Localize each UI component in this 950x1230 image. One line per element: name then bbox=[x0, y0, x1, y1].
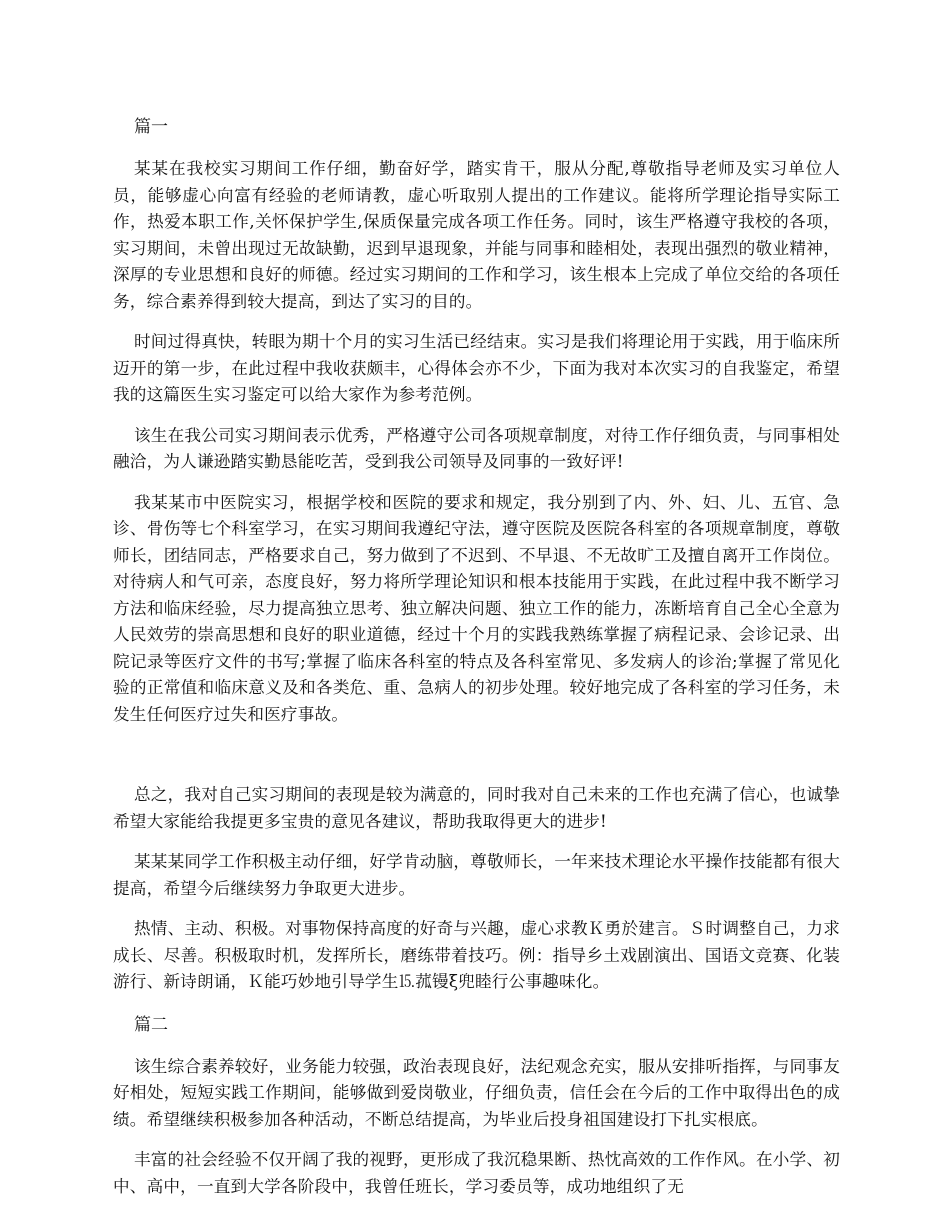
paragraph: 总之，我对自己实习期间的表现是较为满意的，同时我对自己未来的工作也充满了信心，也诚挚希望大家能给我提更多宝贵的意见各建议，帮助我取得更大的进步! bbox=[113, 785, 840, 831]
paragraph: 某某某同学工作积极主动仔细，好学肯动脑，尊敬师长，一年来技术理论水平操作技能都有很大提高，希望今后继续努力争取更大进步。 bbox=[113, 852, 840, 898]
paragraph: 时间过得真快，转眼为期十个月的实习生活已经结束。实习是我们将理论用于实践，用于临床所迈开的第一步，在此过程中我收获颇丰，心得体会亦不少，下面为我对本次实习的自我鉴定，希望我的这篇医生实习鉴定可以给大家作为参考范例。 bbox=[113, 332, 840, 404]
section-heading-1: 篇一 bbox=[134, 117, 168, 137]
paragraph: 该生在我公司实习期间表示优秀，严格遵守公司各项规章制度，对待工作仔细负责，与同事相处融洽，为人谦逊踏实勤恳能吃苦，受到我公司领导及同事的一致好评! bbox=[113, 425, 840, 471]
blank-gap bbox=[113, 742, 840, 782]
paragraph: 丰富的社会经验不仅开阔了我的视野，更形成了我沉稳果断、热忱高效的工作作风。在小学、初中、高中，一直到大学各阶段中，我曾任班长，学习委员等，成功地组织了无 bbox=[113, 1150, 840, 1196]
paragraph: 我某某市中医院实习，根据学校和医院的要求和规定，我分别到了内、外、妇、儿、五官、急诊、骨伤等七个科室学习，在实习期间我遵纪守法，遵守医院及医院各科室的各项规章制度，尊敬师长，团结同志，严格要求自己，努力做到了不迟到、不早退、不无故旷工及擅自离开工作岗位。对待病人和气可亲，态度良好，努力将所学理论知识和根本技能用于实践，在此过程中我不断学习方法和临床经验，尽力提高独立思考、独立解决问题、独立工作的能力，冻断培育自己全心全意为人民效劳的崇高思想和良好的职业道德，经过十个月的实践我熟练掌握了病程记录、会诊记录、出院记录等医疗文件的书写;掌握了临床各科室的特点及各科室常见、多发病人的诊治;掌握了常见化验的正常值和临床意义及和各类危、重、急病人的初步处理。较好地完成了各科室的学习任务，未发生任何医疗过失和医疗事故。 bbox=[113, 492, 840, 724]
paragraph: 热情、主动、积极。对事物保持高度的好奇与兴趣，虚心求教Ｋ勇於建言。Ｓ时调整自己，力求成长、尽善。积极取时机，发挥所长，磨练带着技巧。例：指导乡土戏剧演出、国语文竞赛、化装游行、新诗朗诵，Ｋ能巧妙地引导学生⒖菰镘ξ兜睦行公事趣味化。 bbox=[113, 919, 840, 991]
paragraph: 某某在我校实习期间工作仔细，勤奋好学，踏实肯干，服从分配,尊敬指导老师及实习单位人员，能够虚心向富有经验的老师请教，虚心听取别人提出的工作建议。能将所学理论指导实际工作，热爱本职工作,关怀保护学生,保质保量完成各项工作任务。同时，该生严格遵守我校的各项，实习期间，未曾出现过无故缺勤，迟到早退现象，并能与同事和睦相处，表现出强烈的敬业精神，深厚的专业思想和良好的师德。经过实习期间的工作和学习，该生根本上完成了单位交给的各项任务，综合素养得到较大提高，到达了实习的目的。 bbox=[113, 159, 840, 311]
document-page bbox=[113, 112, 840, 1200]
paragraph: 该生综合素养较好，业务能力较强，政治表现良好，法纪观念充实，服从安排听指挥，与同事友好相处，短短实践工作期间，能够做到爱岗敬业，仔细负责，信任会在今后的工作中取得出色的成绩。希望继续积极参加各种活动，不断总结提高，为毕业后投身祖国建设打下扎实根底。 bbox=[113, 1056, 840, 1129]
section-heading-2: 篇二 bbox=[134, 1014, 168, 1035]
